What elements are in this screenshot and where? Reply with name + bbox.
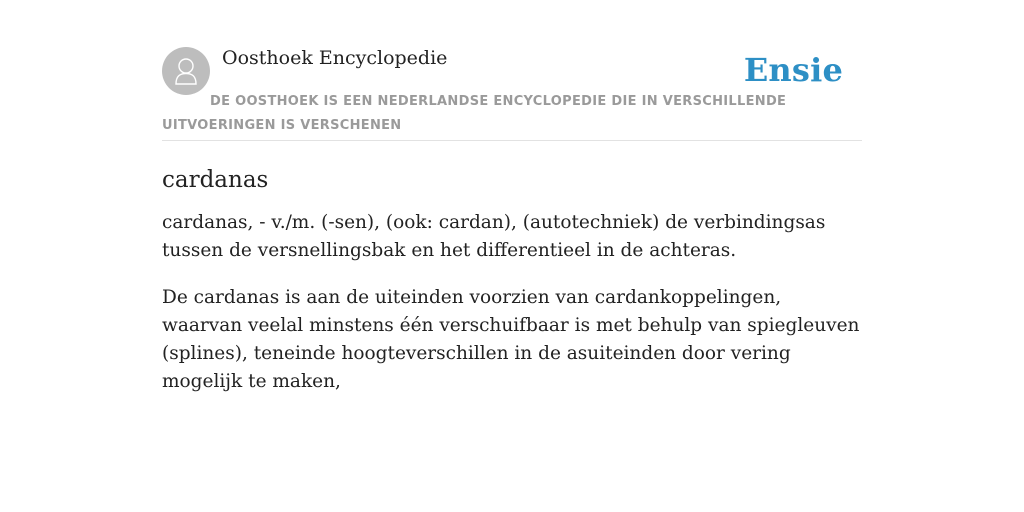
source-subtitle: DE OOSTHOEK IS EEN NEDERLANDSE ENCYCLOPEDIE DIE IN VERSCHILLENDE UITVOERINGEN IS VERSCHENEN [162,94,787,133]
brand-logo[interactable]: Ensie [743,51,843,89]
article-paragraph: cardanas, - v./m. (-sen), (ook: cardan), (autotechniek) de verbindingsas tussen de versnellingsbak en het differentieel in de achteras. [162,212,826,261]
article-paragraph: De cardanas is aan de uiteinden voorzien van cardankoppelingen, waarvan veelal minstens één verschuifbaar is met behulp van spiegleuven (splines), teneinde hoogteverschillen in de asuiteinden door vering mogelijk te maken, [162,287,860,392]
page-container [162,46,862,396]
article-title: cardanas [162,167,269,193]
avatar[interactable] [162,47,210,95]
user-icon [172,56,200,86]
source-header [162,46,862,141]
source-name[interactable]: Oosthoek Encyclopedie [222,47,448,69]
